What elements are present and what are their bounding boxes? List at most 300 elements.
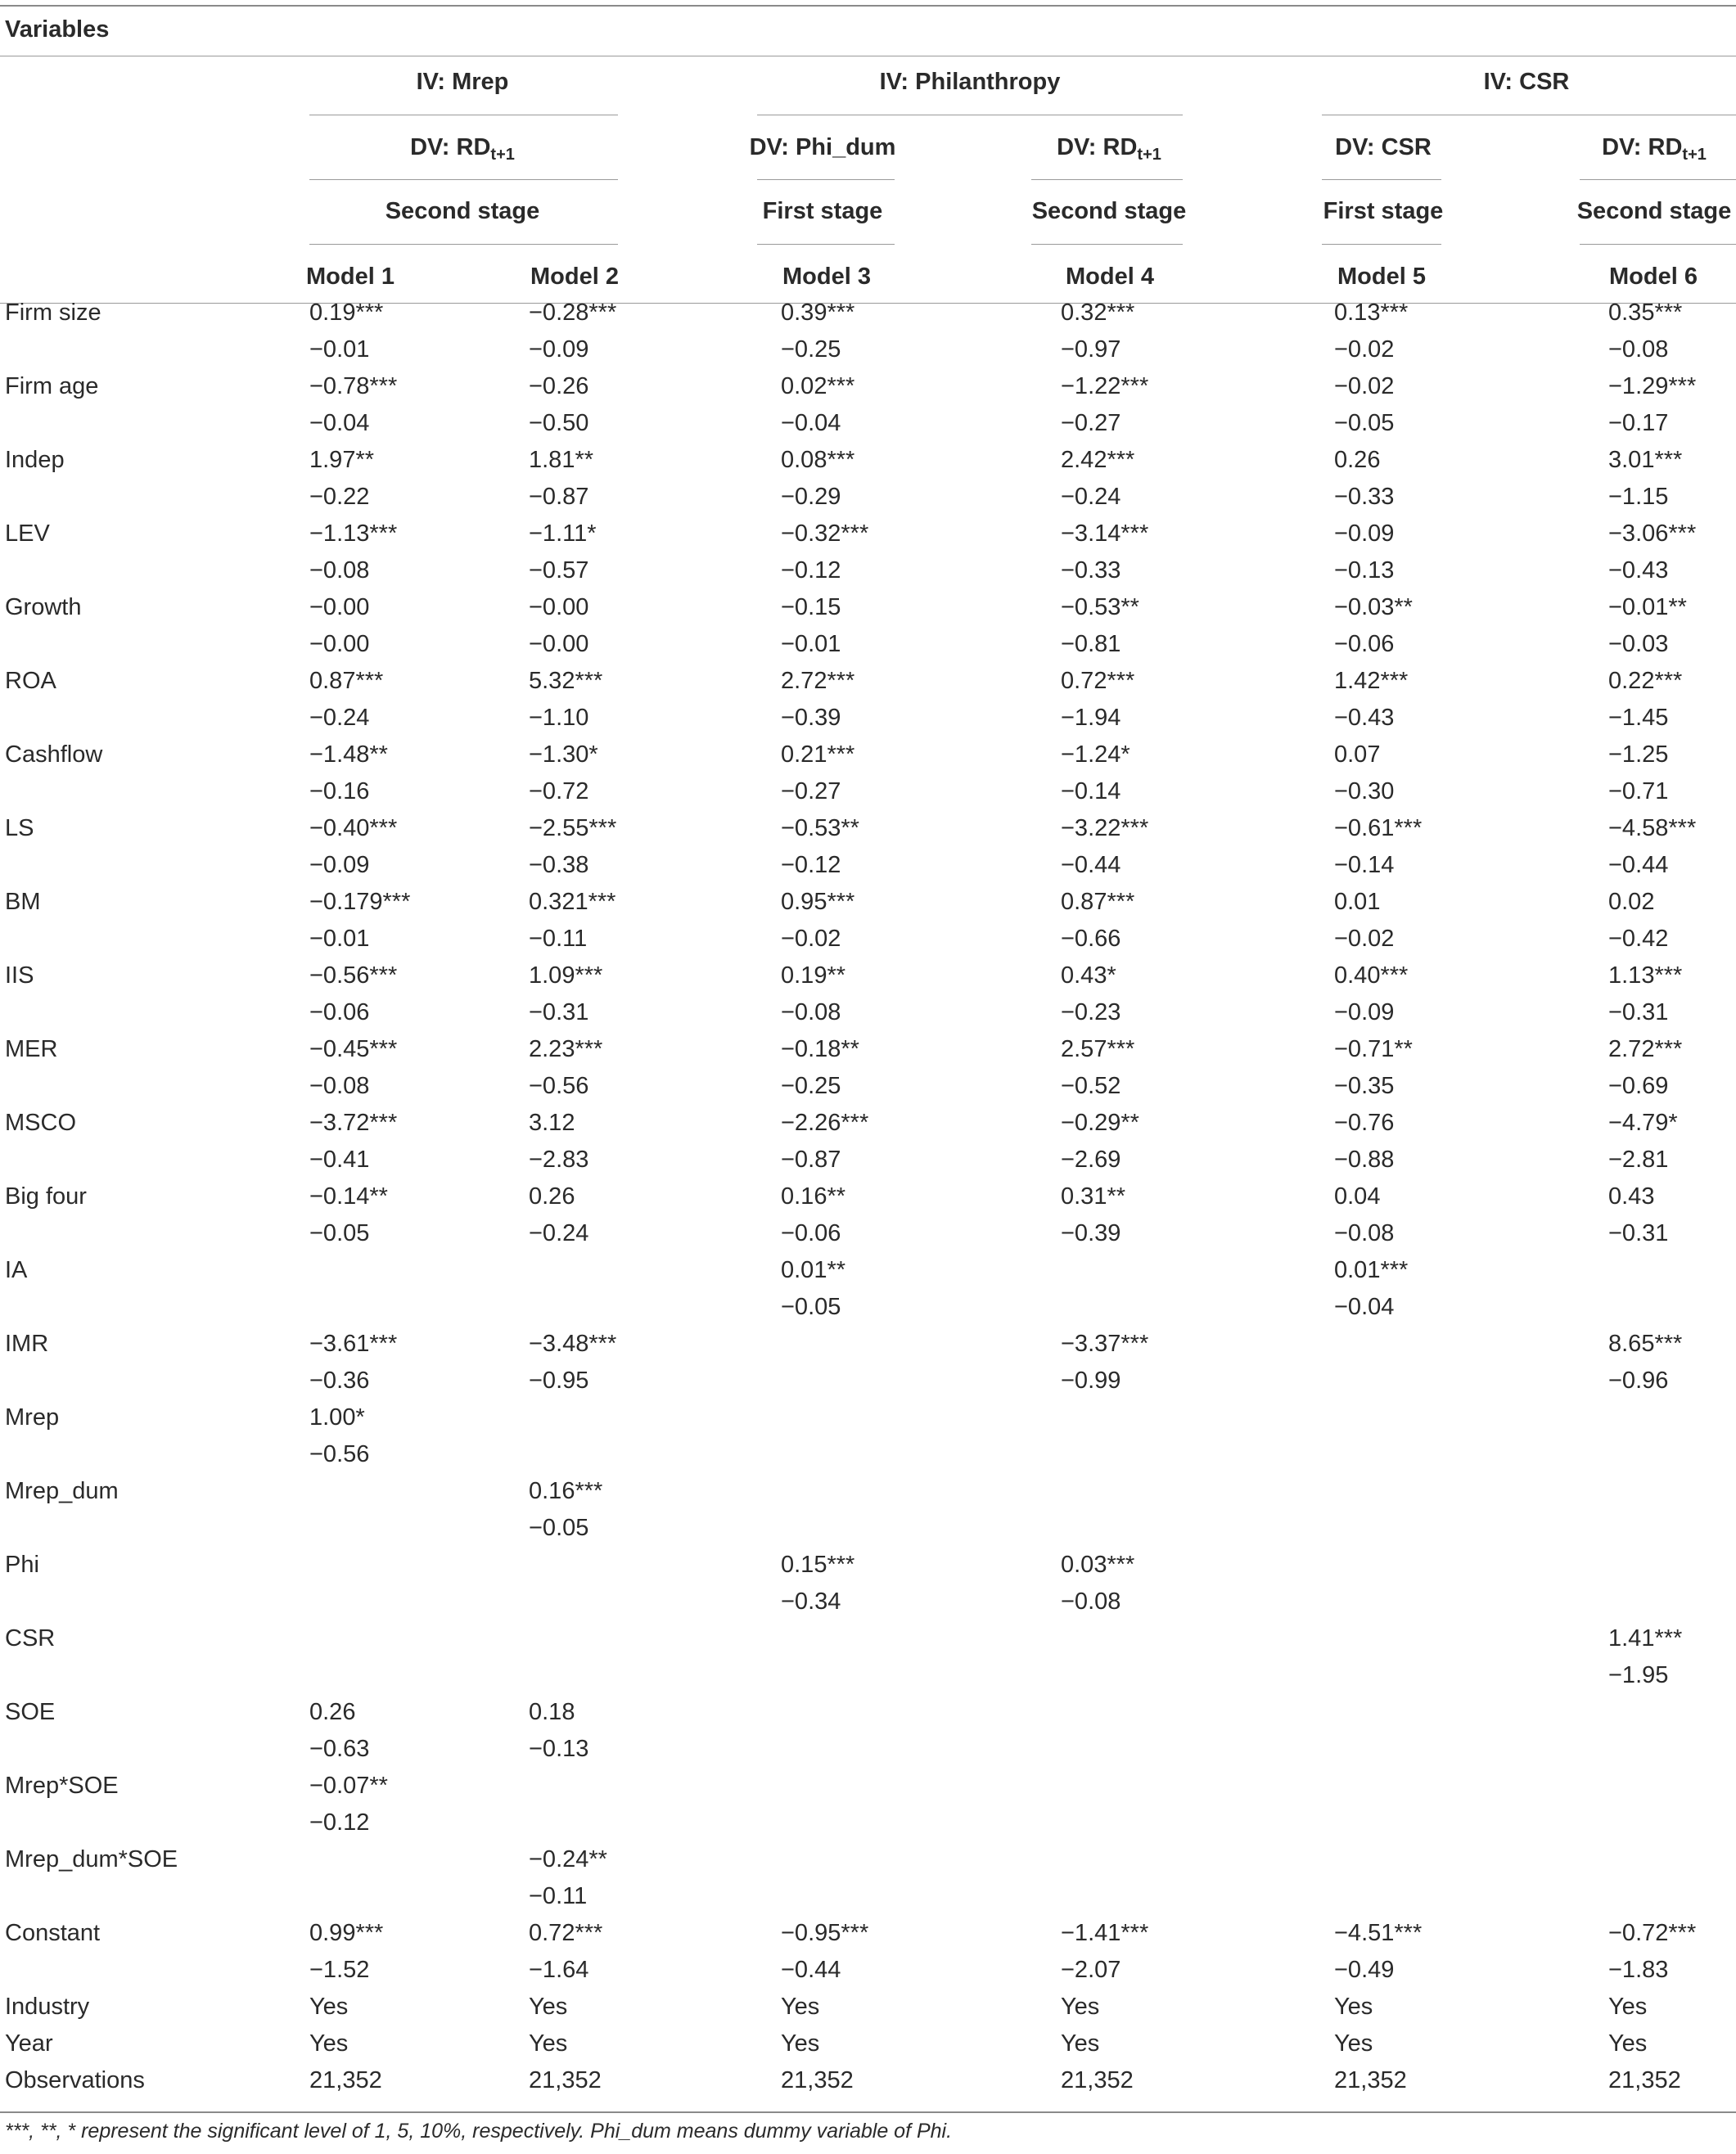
row-label: LS (5, 815, 34, 841)
model-1-cell (308, 1584, 532, 1620)
row-label: Indep (5, 447, 65, 473)
cell-value: −4.58*** (1608, 815, 1697, 841)
model-3-cell (781, 1363, 1064, 1399)
dv-rule-2 (757, 179, 895, 180)
model-5-cell (1337, 1731, 1609, 1768)
cell-value: −0.35 (1334, 1073, 1395, 1099)
cell-value: 0.02*** (781, 373, 855, 399)
cell-value: −0.04 (309, 410, 370, 436)
model-4-cell (1061, 295, 1337, 331)
cell-value: 1.42*** (1334, 668, 1409, 694)
cell-value: −4.51*** (1334, 1920, 1423, 1946)
row-label (0, 1142, 308, 1178)
model-1-cell (308, 1915, 532, 1952)
cell-value: −0.08 (1608, 336, 1669, 363)
model-5-cell (1334, 1031, 1609, 1068)
model-3-cell (781, 1473, 1064, 1510)
model-1-cell (308, 1142, 532, 1178)
row-label (0, 1068, 308, 1105)
cell-value: 2.72*** (1608, 1036, 1683, 1062)
model-5-cell (1334, 626, 1609, 663)
cell-value: −0.12 (781, 557, 841, 584)
cell-value: −0.44 (1061, 852, 1121, 878)
row-label: MSCO (5, 1110, 76, 1136)
cell-value: −0.39 (1061, 1220, 1121, 1246)
cell-value: −0.18** (781, 1036, 859, 1062)
table-row (0, 1326, 1736, 1363)
model-3-cell (781, 405, 1064, 442)
cell-value: 0.08*** (781, 447, 855, 473)
cell-value: 2.42*** (1061, 447, 1135, 473)
table-row (0, 1178, 1736, 1215)
model-4-cell (1061, 958, 1337, 994)
cell-value: 0.01 (1334, 889, 1381, 915)
model-1-cell (308, 2026, 532, 2062)
row-label: Mrep_dum (5, 1478, 119, 1504)
stage-rule-3 (1031, 244, 1183, 245)
model-4-cell (1061, 589, 1337, 626)
model-1-cell (308, 1731, 532, 1768)
model-4-cell (1064, 1436, 1337, 1473)
model-3-cell (781, 1620, 1064, 1657)
table-row (0, 2026, 1736, 2062)
model-3-cell (781, 1731, 1064, 1768)
cell-value: Yes (781, 2030, 820, 2057)
cell-value: −1.45 (1608, 705, 1669, 731)
cell-value: −0.15 (781, 594, 841, 620)
cell-value: 0.18 (529, 1699, 575, 1725)
cell-value: −1.48** (309, 741, 388, 768)
table-row (0, 921, 1736, 958)
model-5-cell (1334, 516, 1609, 552)
cell-value: −1.22*** (1061, 373, 1149, 399)
table-row (0, 1289, 1736, 1326)
cell-value: −0.01 (309, 336, 370, 363)
model-5-cell (1337, 1805, 1609, 1841)
model-6-cell (1609, 1841, 1736, 1878)
model-2-cell (529, 810, 781, 847)
model-5-cell (1334, 700, 1609, 737)
cell-value: −0.31 (1608, 999, 1669, 1025)
model-3-cell (781, 479, 1064, 516)
model-3-cell (781, 1105, 1064, 1142)
table-row (0, 295, 1736, 331)
cell-value: −0.11 (529, 926, 588, 952)
cell-value: Yes (529, 1994, 568, 2020)
model-5-cell (1337, 1436, 1609, 1473)
cell-value: −0.06 (781, 1220, 841, 1246)
cell-value: −0.26 (529, 373, 589, 399)
model-6-cell (1609, 1878, 1736, 1915)
cell-value: −0.14** (309, 1183, 388, 1210)
cell-value: −1.64 (529, 1957, 589, 1983)
model-2-cell (529, 921, 781, 958)
table-row (0, 1731, 1736, 1768)
cell-value: −0.09 (529, 336, 589, 363)
dv-rule-1 (309, 179, 618, 180)
cell-value: −0.08 (309, 1073, 370, 1099)
model-1-cell (308, 1105, 532, 1142)
cell-value: 0.19*** (309, 300, 384, 326)
dv-rule-5 (1580, 179, 1736, 180)
results-table-body (0, 295, 1736, 2099)
row-label: SOE (5, 1699, 56, 1725)
model-3-cell (781, 552, 1064, 589)
row-label (0, 847, 308, 884)
stage-header-2: First stage (762, 198, 883, 224)
cell-value: Yes (1608, 1994, 1648, 2020)
cell-value: −0.31 (529, 999, 589, 1025)
cell-value: −0.45*** (309, 1036, 398, 1062)
model-4-cell (1061, 1142, 1337, 1178)
table-row (0, 331, 1736, 368)
model-5-cell (1337, 1841, 1609, 1878)
model-5-cell (1334, 1952, 1609, 1989)
table-row (0, 1841, 1736, 1878)
cell-value: 0.26 (309, 1699, 356, 1725)
model-6-cell (1609, 331, 1736, 368)
model-3-cell (781, 1989, 1064, 2026)
model-4-cell (1064, 1805, 1337, 1841)
cell-value: 0.21*** (781, 741, 855, 768)
cell-value: −0.33 (1334, 484, 1395, 510)
cell-value: −0.12 (309, 1809, 370, 1836)
cell-value: −0.71 (1608, 778, 1669, 804)
table-row (0, 1878, 1736, 1915)
cell-value: Yes (781, 1994, 820, 2020)
model-5-cell (1334, 847, 1609, 884)
dv-header-4: DV: CSR (1335, 134, 1432, 160)
model-2-cell (529, 479, 781, 516)
cell-value: −1.41*** (1061, 1920, 1149, 1946)
table-footnote: ***, **, * represent the significant level of 1, 5, 10%, respectively. Phi_dum means dummy variable of Phi. (5, 2120, 953, 2143)
model-5-cell (1334, 1989, 1609, 2026)
table-row (0, 1584, 1736, 1620)
stage-header-4: First stage (1323, 198, 1444, 224)
model-1-cell (308, 1399, 532, 1436)
model-1-cell (308, 1841, 532, 1878)
row-label: Cashflow (5, 741, 103, 768)
cell-value: −3.14*** (1061, 520, 1149, 547)
row-label: MER (5, 1036, 58, 1062)
cell-value: 0.04 (1334, 1183, 1381, 1210)
cell-value: −0.99 (1061, 1368, 1121, 1394)
cell-value: −0.24 (309, 705, 370, 731)
model-6-cell (1609, 1436, 1736, 1473)
model-3-cell (781, 1068, 1064, 1105)
model-4-cell (1061, 405, 1337, 442)
cell-value: 2.72*** (781, 668, 855, 694)
cell-value: −0.01 (781, 631, 841, 657)
cell-value: −0.50 (529, 410, 589, 436)
cell-value: 0.16** (781, 1183, 846, 1210)
cell-value: 21,352 (781, 2067, 854, 2093)
model-2-cell (529, 1178, 781, 1215)
model-2-cell (529, 1989, 781, 2026)
model-3-cell (781, 847, 1064, 884)
model-6-cell (1609, 1768, 1736, 1805)
cell-value: −0.27 (1061, 410, 1121, 436)
model-1-cell (308, 921, 532, 958)
cell-value: 0.32*** (1061, 300, 1135, 326)
model-6-cell (1609, 295, 1736, 331)
cell-value: −0.56 (529, 1073, 589, 1099)
model-2-cell (529, 2026, 781, 2062)
model-1-cell (308, 1952, 532, 1989)
model-1-cell (308, 1768, 532, 1805)
model-1-cell (308, 442, 532, 479)
model-4-cell (1064, 1768, 1337, 1805)
model-6-cell (1609, 1731, 1736, 1768)
cell-value: 1.81** (529, 447, 594, 473)
model-2-cell (529, 994, 781, 1031)
model-1-cell (308, 1805, 532, 1841)
model-1-cell (308, 1989, 532, 2026)
table-row (0, 552, 1736, 589)
cell-value: 0.39*** (781, 300, 855, 326)
cell-value: −0.05 (1334, 410, 1395, 436)
cell-value: −1.15 (1608, 484, 1669, 510)
model-6-cell (1609, 1694, 1736, 1731)
cell-value: −3.22*** (1061, 815, 1149, 841)
model-1-cell (308, 552, 532, 589)
model-1-cell (308, 663, 532, 700)
model-4-cell (1064, 1731, 1337, 1768)
table-row (0, 1363, 1736, 1399)
model-1-cell (308, 1436, 532, 1473)
cell-value: 0.19** (781, 962, 846, 989)
cell-value: −0.24 (1061, 484, 1121, 510)
model-1-cell (308, 479, 532, 516)
model-4-cell (1061, 1363, 1337, 1399)
model-1-cell (308, 1510, 532, 1547)
model-6-cell (1609, 1620, 1736, 1657)
model-4-cell (1061, 663, 1337, 700)
model-6-cell (1609, 2062, 1736, 2099)
cell-value: 21,352 (529, 2067, 602, 2093)
model-3-cell (781, 1399, 1064, 1436)
model-2-cell (529, 884, 781, 921)
model-4-cell (1061, 552, 1337, 589)
cell-value: −0.53** (781, 815, 859, 841)
model-3-cell (781, 884, 1064, 921)
model-2-cell (529, 847, 781, 884)
cell-value: 0.43* (1061, 962, 1116, 989)
cell-value: −0.95 (529, 1368, 589, 1394)
model-5-cell (1334, 479, 1609, 516)
cell-value: −0.88 (1334, 1147, 1395, 1173)
model-4-cell (1061, 737, 1337, 773)
model-1-cell (308, 331, 532, 368)
row-label (0, 1510, 308, 1547)
model-2-cell (532, 1620, 781, 1657)
cell-value: −0.25 (781, 1073, 841, 1099)
cell-value: −0.16 (309, 778, 370, 804)
model-1-cell (308, 1031, 532, 1068)
dv-header-2: DV: Phi_dum (749, 134, 896, 160)
table-row (0, 1105, 1736, 1142)
cell-value: −0.09 (1334, 999, 1395, 1025)
model-3-cell (781, 737, 1064, 773)
row-label: Big four (5, 1183, 87, 1210)
model-2-cell (529, 1841, 781, 1878)
model-6-cell (1609, 1031, 1736, 1068)
model-header-2: Model 2 (530, 264, 619, 290)
cell-value: −1.25 (1608, 741, 1669, 768)
cell-value: −0.05 (309, 1220, 370, 1246)
cell-value: −0.23 (1061, 999, 1121, 1025)
cell-value: −0.61*** (1334, 815, 1423, 841)
cell-value: −0.72*** (1608, 1920, 1697, 1946)
model-4-cell (1061, 1584, 1337, 1620)
model-6-cell (1609, 773, 1736, 810)
dv-rule-3 (1031, 179, 1183, 180)
row-label (0, 921, 308, 958)
row-label (0, 1215, 308, 1252)
top-rule (0, 5, 1736, 7)
model-5-cell (1337, 1878, 1609, 1915)
cell-value: −0.25 (781, 336, 841, 363)
cell-value: Yes (529, 2030, 568, 2057)
cell-value: −2.81 (1608, 1147, 1669, 1173)
model-1-cell (308, 700, 532, 737)
cell-value: 3.01*** (1608, 447, 1683, 473)
model-5-cell (1334, 737, 1609, 773)
cell-value: −0.17 (1608, 410, 1669, 436)
model-6-cell (1609, 2026, 1736, 2062)
row-label (0, 773, 308, 810)
model-5-cell (1334, 1289, 1609, 1326)
model-5-cell (1334, 1178, 1609, 1215)
model-3-cell (781, 1547, 1064, 1584)
model-3-cell (781, 1031, 1064, 1068)
model-2-cell (529, 663, 781, 700)
model-3-cell (781, 1694, 1064, 1731)
model-5-cell (1337, 1326, 1609, 1363)
model-3-cell (781, 1768, 1064, 1805)
model-2-cell (529, 405, 781, 442)
cell-value: −0.29** (1061, 1110, 1139, 1136)
model-4-cell (1061, 1178, 1337, 1215)
cell-value: −0.33 (1061, 557, 1121, 584)
model-6-cell (1609, 368, 1736, 405)
model-4-cell (1064, 1510, 1337, 1547)
table-row (0, 1473, 1736, 1510)
cell-value: −0.05 (529, 1515, 589, 1541)
model-6-cell (1609, 405, 1736, 442)
model-4-cell (1061, 2026, 1337, 2062)
cell-value: −0.44 (1608, 852, 1669, 878)
cell-value: −3.61*** (309, 1331, 398, 1357)
model-2-cell (529, 1363, 781, 1399)
cell-value: −0.22 (309, 484, 370, 510)
cell-value: −0.14 (1334, 852, 1395, 878)
model-5-cell (1334, 773, 1609, 810)
cell-value: 0.03*** (1061, 1552, 1135, 1578)
cell-value: −0.02 (1334, 373, 1395, 399)
cell-value: −0.02 (781, 926, 841, 952)
model-2-cell (532, 1805, 781, 1841)
cell-value: 0.72*** (1061, 668, 1135, 694)
row-label: CSR (5, 1625, 56, 1652)
model-2-cell (529, 368, 781, 405)
model-6-cell (1609, 626, 1736, 663)
cell-value: −0.95*** (781, 1920, 869, 1946)
model-5-cell (1334, 405, 1609, 442)
model-1-cell (308, 626, 532, 663)
cell-value: 2.23*** (529, 1036, 603, 1062)
cell-value: −0.13 (1334, 557, 1395, 584)
table-row (0, 1399, 1736, 1436)
stage-header-3: Second stage (1031, 198, 1187, 224)
model-5-cell (1337, 1363, 1609, 1399)
cell-value: −0.01** (1608, 594, 1687, 620)
row-label (0, 1731, 308, 1768)
cell-value: 0.72*** (529, 1920, 603, 1946)
model-6-cell (1609, 1178, 1736, 1215)
cell-value: Yes (309, 2030, 349, 2057)
model-1-cell (308, 847, 532, 884)
cell-value: 1.13*** (1608, 962, 1683, 989)
model-2-cell (532, 1768, 781, 1805)
cell-value: −0.02 (1334, 926, 1395, 952)
model-5-cell (1334, 368, 1609, 405)
table-row (0, 1068, 1736, 1105)
model-4-cell (1061, 368, 1337, 405)
stage-header-1: Second stage (385, 198, 540, 224)
model-3-cell (781, 1878, 1064, 1915)
model-4-cell (1064, 1473, 1337, 1510)
model-2-cell (529, 1473, 781, 1510)
table-row (0, 1952, 1736, 1989)
cell-value: −2.55*** (529, 815, 617, 841)
table-row (0, 516, 1736, 552)
cell-value: 0.02 (1608, 889, 1655, 915)
model-3-cell (781, 1142, 1064, 1178)
cell-value: −0.06 (1334, 631, 1395, 657)
table-row (0, 1031, 1736, 1068)
model-5-cell (1334, 921, 1609, 958)
cell-value: −1.30* (529, 741, 598, 768)
model-4-cell (1061, 810, 1337, 847)
cell-value: Yes (1061, 1994, 1100, 2020)
cell-value: −0.00 (309, 631, 370, 657)
model-5-cell (1334, 1105, 1609, 1142)
cell-value: −0.00 (309, 594, 370, 620)
dv-header-1: DV: $RD_{t+1}$ (410, 134, 515, 164)
model-4-cell (1061, 479, 1337, 516)
cell-value: −0.49 (1334, 1957, 1395, 1983)
model-2-cell (529, 1105, 781, 1142)
row-label (0, 552, 308, 589)
iv-mrep-header: IV: Mrep (416, 69, 509, 95)
cell-value: −0.43 (1334, 705, 1395, 731)
model-1-cell (308, 1547, 532, 1584)
cell-value: 0.01*** (1334, 1257, 1409, 1283)
row-label: ROA (5, 668, 56, 694)
table-row (0, 773, 1736, 810)
model-4-cell (1061, 1326, 1337, 1363)
model-6-cell (1609, 552, 1736, 589)
cell-value: −4.79* (1608, 1110, 1678, 1136)
model-3-cell (781, 921, 1064, 958)
model-4-cell (1061, 626, 1337, 663)
model-6-cell (1609, 1399, 1736, 1436)
model-4-cell (1064, 1252, 1337, 1289)
model-5-cell (1337, 1547, 1609, 1584)
cell-value: 0.321*** (529, 889, 616, 915)
model-3-cell (781, 1326, 1064, 1363)
